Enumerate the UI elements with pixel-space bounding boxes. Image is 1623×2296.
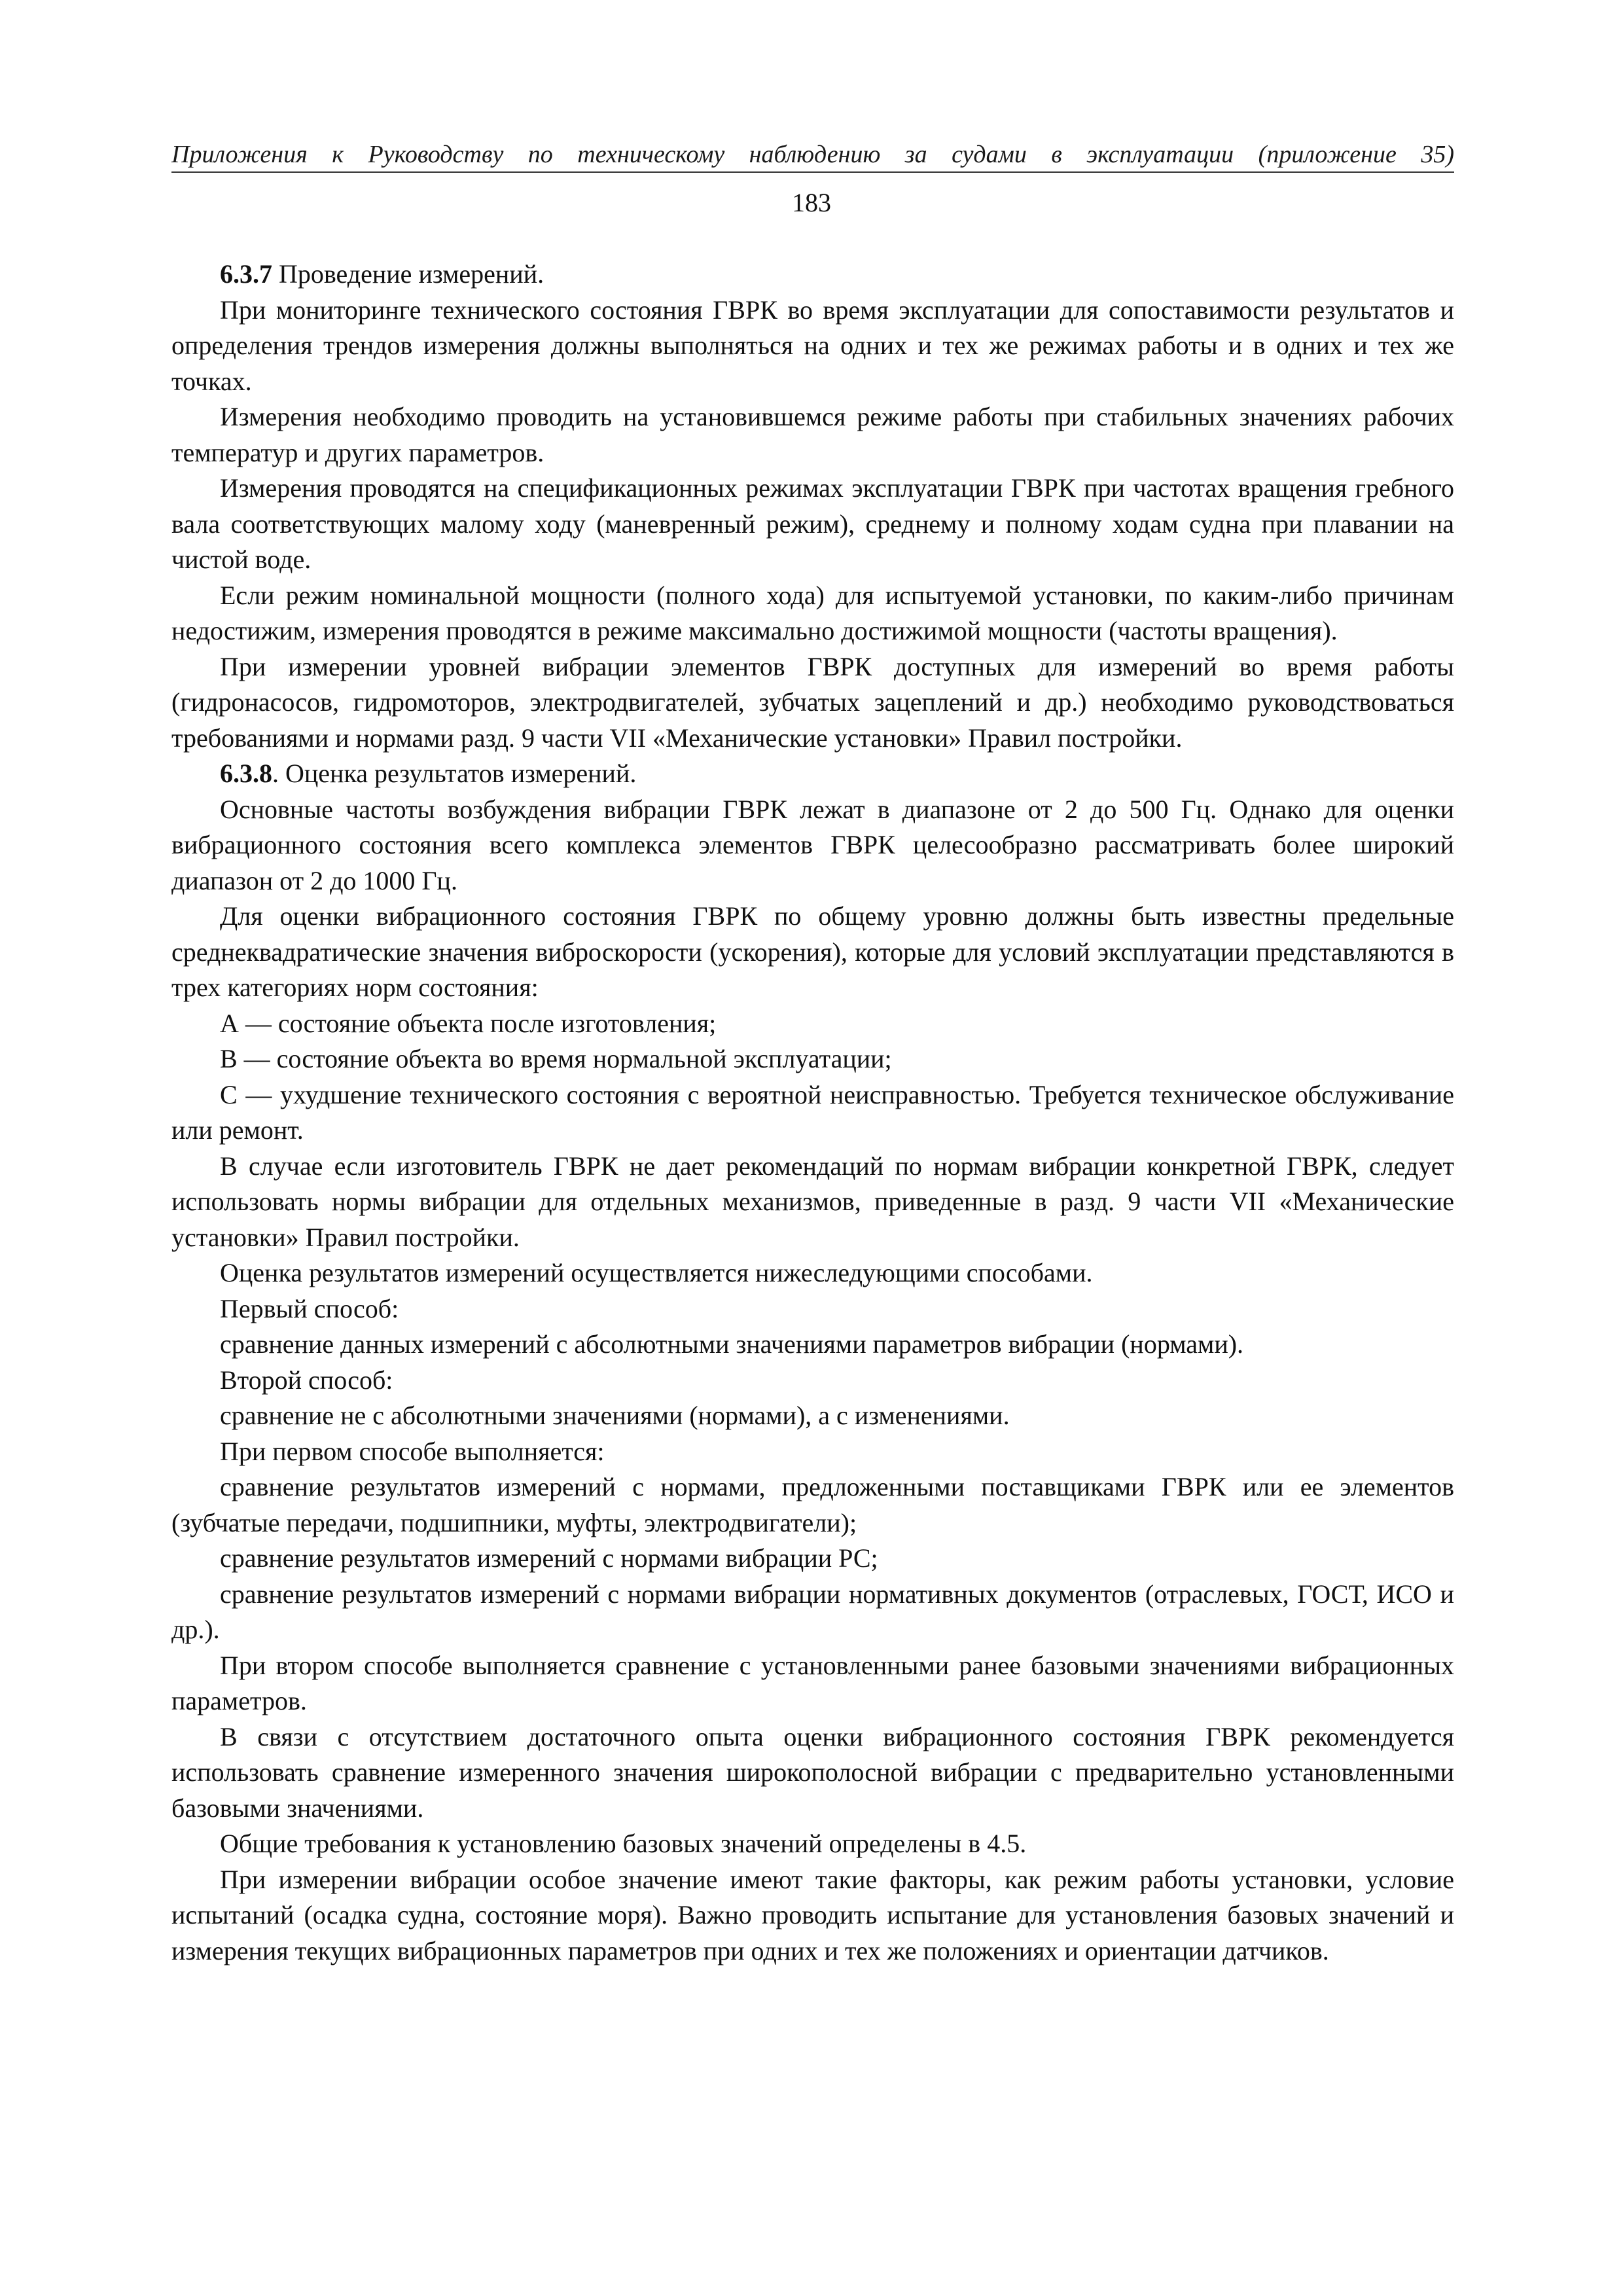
paragraph: При измерении вибрации особое значение имеют такие факторы, как режим работы установки, условие испытаний (осадка судна, состояние моря). Важно проводить испытание для установления базовых значений и измерения текущих вибрационных параметров при одних и тех же положениях и ориентации датчиков. — [171, 1864, 1454, 1965]
section-heading-6-3-7 — [171, 257, 1454, 293]
paragraph: Общие требования к установлению базовых значений определены в 4.5. — [220, 1829, 1027, 1858]
paragraph: Измерения проводятся на спецификационных режимах эксплуатации ГВРК при частотах вращения гребного вала соответствующих малому ходу (маневренный режим), среднему и полному ходам судна при плавании на чистой воде. — [171, 473, 1454, 574]
paragraph: При первом способе выполняется: — [220, 1436, 605, 1466]
list-item: сравнение результатов измерений с нормами, предложенными поставщиками ГВРК или ее элементов (зубчатые передачи, подшипники, муфты, электродвигатели); — [171, 1472, 1454, 1537]
paragraph: Оценка результатов измерений осуществляется нижеследующими способами. — [220, 1258, 1093, 1287]
paragraph: Основные частоты возбуждения вибрации ГВРК лежат в диапазоне от 2 до 500 Гц. Однако для оценки вибрационного состояния всего комплекса элементов ГВРК целесообразно рассматривать более широкий диапазон от 2 до 1000 Гц. — [171, 794, 1454, 895]
paragraph: Измерения необходимо проводить на установившемся режиме работы при стабильных значениях рабочих температур и других параметров. — [171, 402, 1454, 467]
paragraph: Первый способ: — [220, 1293, 399, 1323]
section-number: 6.3.8 — [220, 759, 272, 788]
section-number: 6.3.7 — [220, 259, 272, 289]
body-text — [171, 257, 1454, 1969]
section-title: Проведение измерений. — [272, 259, 544, 289]
list-item: сравнение результатов измерений с нормами вибрации нормативных документов (отраслевых, ГОСТ, ИСО и др.). — [171, 1579, 1454, 1644]
section-heading-6-3-8 — [171, 756, 1454, 792]
paragraph: При измерении уровней вибрации элементов ГВРК доступных для измерений во время работы (гидронасосов, гидромоторов, электродвигателей, зубчатых зацеплений и др.) необходимо руководствоваться требованиями и нормами разд. 9 части VII «Механические установки» Правил постройки. — [171, 651, 1454, 753]
header-rule — [171, 171, 1454, 173]
category-item: С — ухудшение технического состояния с вероятной неисправностью. Требуется техническое обслуживание или ремонт. — [171, 1079, 1454, 1145]
running-header: Приложения к Руководству по техническому наблюдению за судами в эксплуатации (приложение 35) — [171, 141, 1454, 168]
paragraph: Второй способ: — [220, 1365, 393, 1395]
paragraph: сравнение не с абсолютными значениями (нормами), а с изменениями. — [220, 1401, 1010, 1430]
paragraph: сравнение данных измерений с абсолютными значениями параметров вибрации (нормами). — [220, 1329, 1244, 1359]
category-item: В — состояние объекта во время нормальной эксплуатации; — [220, 1044, 892, 1073]
paragraph: В случае если изготовитель ГВРК не дает рекомендаций по нормам вибрации конкретной ГВРК, следует использовать нормы вибрации для отдельных механизмов, приведенные в разд. 9 части VII «Механические установки» Правил постройки. — [171, 1151, 1454, 1252]
paragraph: При втором способе выполняется сравнение с установленными ранее базовыми значениями вибрационных параметров. — [171, 1650, 1454, 1715]
section-title: . Оценка результатов измерений. — [272, 759, 637, 788]
page-number: 183 — [792, 188, 831, 217]
paragraph: В связи с отсутствием достаточного опыта оценки вибрационного состояния ГВРК рекомендуется использовать сравнение измеренного значения широкополосной вибрации с предварительно установленными базовыми значениями. — [171, 1721, 1454, 1823]
category-item: А — состояние объекта после изготовления; — [220, 1008, 717, 1038]
paragraph: При мониторинге технического состояния ГВРК во время эксплуатации для сопоставимости результатов и определения трендов измерения должны выполняться на одних и тех же режимах работы и в одних и тех же точках. — [171, 295, 1454, 396]
list-item: сравнение результатов измерений с нормами вибрации РС; — [220, 1543, 878, 1573]
paragraph: Для оценки вибрационного состояния ГВРК по общему уровню должны быть известны предельные среднеквадратические значения виброскорости (ускорения), которые для условий эксплуатации представляются в трех категориях норм состояния: — [171, 901, 1454, 1002]
paragraph: Если режим номинальной мощности (полного хода) для испытуемой установки, по каким-либо причинам недостижим, измерения проводятся в режиме максимально достижимой мощности (частоты вращения). — [171, 580, 1454, 645]
